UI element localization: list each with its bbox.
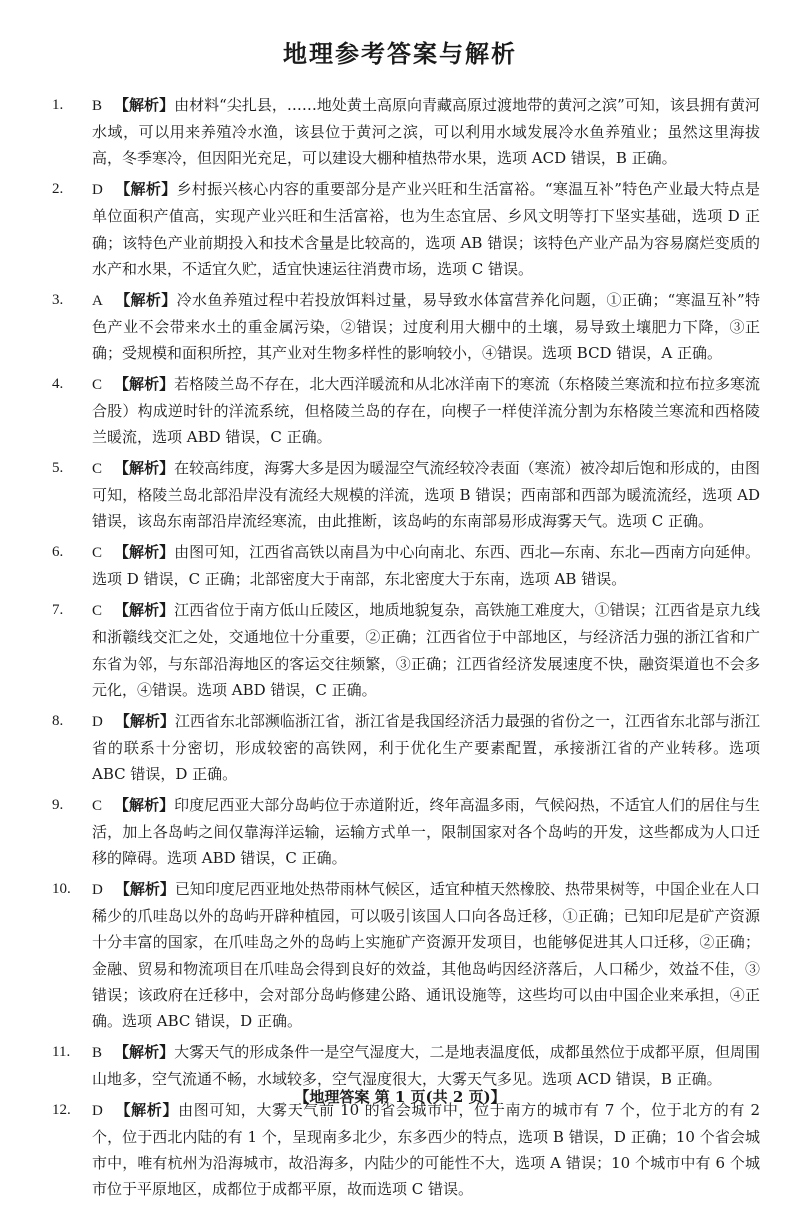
analysis-text: 大雾天气的形成条件一是空气湿度大，二是地表温度低，成都虽然位于成都平原，但周围山地多，空气流通不畅，水域较多，空气湿度很大，大雾天气多见。选项 ACD 错误，B 正确。 [92,1042,760,1089]
answer-letter: C [92,461,103,478]
answer-item [52,792,760,872]
analysis-text: 由图可知，江西省高铁以南昌为中心向南北、东西、西北—东南、东北—西南方向延伸。选项 D 错误，C 正确；北部密度大于南部，东北密度大于东南，选项 AB 错误。 [92,543,760,589]
answer-list [52,92,760,1207]
analysis-tag: 【解析】 [114,459,175,478]
question-number: 7. [52,602,64,619]
analysis-text: 由材料“尖扎县，……地处黄土高原向青藏高原过渡地带的黄河之滨”可知，该县拥有黄河水域，可以用来养殖冷水渔，该县位于黄河之滨，可以利用水域发展冷水鱼养殖业；虽然这里海拔高，冬季寒冷，但因阳光充足，可以建设大棚种植热带水果，选项 ACD 错误，B 正确。 [92,96,760,168]
answer-item [52,708,760,788]
question-number: 6. [52,544,64,561]
answer-item [52,876,760,1034]
answer-letter: C [92,797,103,814]
answer-letter: C [92,545,103,562]
question-number: 2. [52,181,64,198]
answer-letter: A [92,292,103,309]
analysis-tag: 【解析】 [114,880,175,899]
analysis-tag: 【解析】 [114,96,175,114]
analysis-text: 由图可知，大雾天气前 10 的省会城市中，位于南方的城市有 7 个，位于北方的有 2 个，位于西北内陆的有 1 个，呈现南多北少，东多西少的特点，选项 B 错误，D 正确；10 个省会城市中，唯有杭州为沿海城市，故沿海多，内陆少的可能性不大，选项 A 错误；10 个城市中有 6 个城市位于平原地区，成都位于成都平原，故而选项 C 错误。 [92,1100,760,1199]
page-title: 地理参考答案与解析 [283,39,517,68]
analysis-tag: 【解析】 [114,290,177,309]
answer-letter: C [92,376,103,393]
analysis-tag: 【解析】 [114,543,175,562]
page-footer: 【地理答案 第 1 页(共 2 页)】 [294,1088,506,1106]
analysis-tag: 【解析】 [114,711,175,730]
analysis-text: 江西省位于南方低山丘陵区，地质地貌复杂，高铁施工难度大，①错误；江西省是京九线和浙赣线交汇之处，交通地位十分重要，②正确；江西省位于中部地区，与经济活力强的浙江省和广东省为邻，与东部沿海地区的客运交往频繁，③正确；江西省经济发展速度不快，融资渠道也不会多元化，④错误。选项 ABD 错误，C 正确。 [92,601,760,699]
question-number: 10. [52,881,71,898]
question-number: 3. [52,291,64,308]
analysis-tag: 【解析】 [114,1100,179,1119]
analysis-tag: 【解析】 [114,374,175,393]
answer-letter: D [92,182,103,199]
question-number: 4. [52,375,64,392]
analysis-tag: 【解析】 [114,601,175,620]
analysis-text: 若格陵兰岛不存在，北大西洋暖流和从北冰洋南下的寒流（东格陵兰寒流和拉布拉多寒流合股）构成逆时针的洋流系统，但格陵兰岛的存在，向楔子一样使洋流分割为东格陵兰寒流和西格陵兰暖流，选项 ABD 错误，C 正确。 [92,374,760,447]
analysis-text: 在较高纬度，海雾大多是因为暖湿空气流经较冷表面（寒流）被冷却后饱和形成的，由图可知，格陵兰岛北部沿岸没有流经大规模的洋流，选项 B 错误；西南部和西部为暖流流经，选项 AD 错误，该岛东南部沿岸流经寒流，由此推断，该岛屿的东南部易形成海雾天气。选项 C 正确。 [92,459,760,531]
answer-letter: B [92,1044,103,1061]
analysis-text: 冷水鱼养殖过程中若投放饵料过量，易导致水体富营养化问题，①正确；“寒温互补”特色产业不会带来水土的重金属污染，②错误；过度利用大棚中的土壤，易导致土壤肥力下降，③正确；受规模和面积所控，其产业对生物多样性的影响较小，④错误。选项 BCD 错误，A 正确。 [92,290,760,363]
answer-item [52,176,760,282]
analysis-tag: 【解析】 [114,1042,175,1061]
answer-item [52,1097,760,1203]
analysis-text: 已知印度尼西亚地处热带雨林气候区，适宜种植天然橡胶、热带果树等，中国企业在人口稀少的爪哇岛以外的岛屿开辟种植园，可以吸引该国人口向各岛迁移，①正确；已知印尼是矿产资源十分丰富的国家，在爪哇岛之外的岛屿上实施矿产资源开发项目，也能够促进其人口迁移，②正确；金融、贸易和物流项目在爪哇岛会得到良好的效益，其他岛屿因经济落后，人口稀少，效益不佳，③错误；该政府在迁移中，会对部分岛屿修建公路、通讯设施等，这些均可以由中国企业来承担，④正确。选项 ABC 错误，D 正确。 [92,880,760,1031]
answer-letter: D [92,882,103,899]
analysis-text: 江西省东北部濒临浙江省，浙江省是我国经济活力最强的省份之一，江西省东北部与浙江省的联系十分密切，形成较密的高铁网，利于优化生产要素配置，承接浙江省的产业转移。选项 ABC 错误，D 正确。 [92,711,760,784]
answer-item [52,371,760,451]
answer-item [52,92,760,172]
answer-letter: B [92,98,103,114]
answer-item [52,455,760,535]
answer-letter: D [92,1102,103,1119]
analysis-tag: 【解析】 [114,180,177,199]
answer-letter: D [92,713,103,730]
answer-item [52,597,760,703]
analysis-tag: 【解析】 [114,795,175,814]
question-number: 5. [52,460,64,477]
question-number: 1. [52,97,64,113]
question-number: 11. [52,1043,71,1060]
answer-item [52,1039,760,1092]
question-number: 12. [52,1101,71,1118]
question-number: 8. [52,712,64,729]
answer-letter: C [92,603,103,620]
question-number: 9. [52,796,64,813]
analysis-text: 印度尼西亚大部分岛屿位于赤道附近，终年高温多雨，气候闷热，不适宜人们的居住与生活，加上各岛屿之间仅靠海洋运输，运输方式单一，限制国家对各个岛屿的开发，这些都成为人口迁移的障碍。选项 ABD 错误，C 正确。 [92,795,760,868]
answer-item [52,539,760,592]
analysis-text: 乡村振兴核心内容的重要部分是产业兴旺和生活富裕。“寒温互补”特色产业最大特点是单位面积产值高，实现产业兴旺和生活富裕，也为生态宜居、乡风文明等打下坚实基础，选项 D 正确；该特色产业前期投入和技术含量是比较高的，选项 AB 错误；该特色产业产品为容易腐烂变质的水产和水果，不适宜久贮，适宜快速运往消费市场，选项 C 错误。 [92,180,760,278]
answer-item [52,287,760,367]
